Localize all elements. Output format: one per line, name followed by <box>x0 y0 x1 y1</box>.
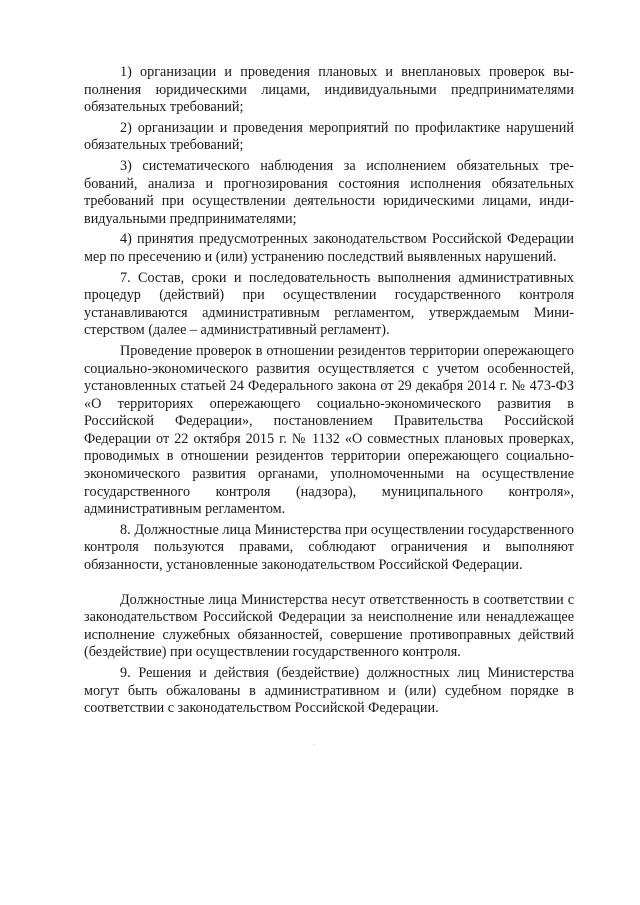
paragraph-item-3: 3) систематического наблюдения за исполнением обязательных требований, анализа и прогнозирования состояния исполнения обязательных требований при осуществлении деятельности юридическими лицами, индивидуальными предпринимателями; <box>84 157 574 227</box>
paragraph-clause-9: 9. Решения и действия (бездействие) должностных лиц Министерства могут быть обжалованы в административном и (или) судебном порядке в соответствии с законодательством Российской Федерации. <box>84 665 574 717</box>
document-body <box>84 64 574 718</box>
paragraph-item-1: 1) организации и проведения плановых и внеплановых проверок выполнения юридическими лицами, индивидуальными предпринимателями обязательных требований; <box>84 64 574 116</box>
paragraph-officials-responsibility: Должностные лица Министерства несут ответственность в соответствии с законодательством Российской Федерации за неисполнение или ненадлежащее исполнение служебных обязанностей, совершение противоправных действий (бездействие) при осуществлении государственного контроля. <box>84 591 574 661</box>
paragraph-clause-7: 7. Состав, сроки и последовательность выполнения административных процедур (действий) при осуществлении государственного контроля устанавливаются административным регламентом, утверждаемым Министерством (далее – административный регламент). <box>84 269 574 339</box>
paragraph-item-4: 4) принятия предусмотренных законодательством Российской Федерации мер по пресечению и (или) устранению последствий выявленных нарушений. <box>84 231 574 265</box>
scan-speck <box>314 744 315 745</box>
paragraph-clause-8: 8. Должностные лица Министерства при осуществлении государственного контроля пользуются правами, соблюдают ограничения и выполняют обязанности, установленные законодательством Российской Федерации. <box>84 521 574 574</box>
paragraph-inspections-residents: Проведение проверок в отношении резидентов территории опережающего социально-экономического развития осуществляется с учетом особенностей, установленных статьей 24 Федерального закона от 29 декабря 2014 г. № 473-ФЗ «О территориях опережающего социально-экономического развития в Российской Федерации», постановлением Правительства Российской Федерации от 22 октября 2015 г. № 1132 «О совместных плановых проверках, проводимых в отношении резидентов территории опережающего социально-экономического развития органами, уполномоченными на осуществление государственного контроля (надзора), муниципального контроля», административным регламентом. <box>84 342 574 518</box>
paragraph-item-2: 2) организации и проведения мероприятий по профилактике нарушений обязательных требований; <box>84 119 574 154</box>
